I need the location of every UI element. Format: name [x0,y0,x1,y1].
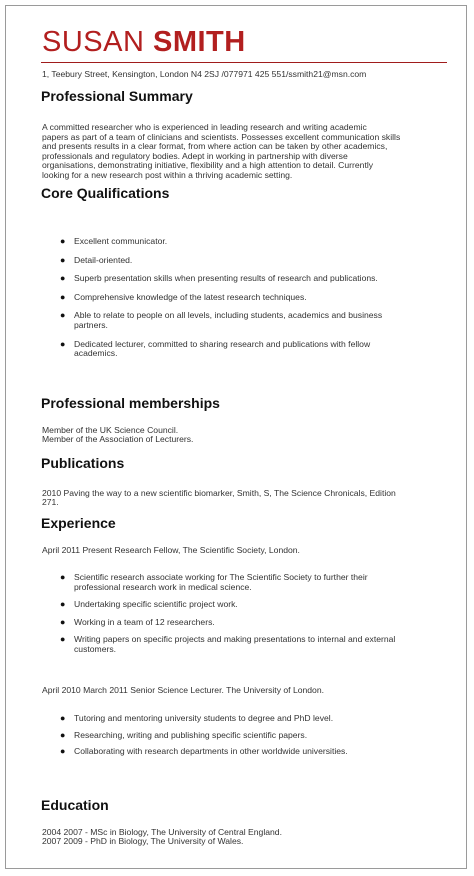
job-heading: April 2011 Present Research Fellow, The Scientific Society, London. [42,545,300,555]
publications-heading: Publications [41,455,125,471]
header-rule [41,62,447,63]
publication-line: 2010 Paving the way to a new scientific biomarker, Smith, S, The Science Chronicals, Edition [42,488,396,498]
memberships-heading: Professional memberships [41,395,220,411]
qualifications-heading: Core Qualifications [41,185,170,201]
list-item: ● Scientific research associate working for The Scientific Society to further their professional research work in medical science. [60,572,368,592]
contact-details: 1, Teebury Street, Kensington, London N4 2SJ /077971 425 551/ssmith21@msn.com [42,69,367,79]
summary-line: looking for a new research post within a thriving academic setting. [42,169,293,180]
list-item: ● Able to relate to people on all levels, including students, academics and business partners. [60,310,383,330]
job1-list [58,573,408,655]
list-item: ● Comprehensive knowledge of the latest research techniques. [60,291,307,302]
job-heading: April 2010 March 2011 Senior Science Lecturer. The University of London. [42,685,325,695]
publication-line: 271. [42,497,59,507]
summary-heading: Professional Summary [41,88,193,104]
membership-line: Member of the Association of Lecturers. [42,434,194,444]
resume-page [5,5,467,869]
job2-list [58,714,408,757]
summary-line: professionals and regulatory bodies. Adept in working in partnership with diverse [42,150,348,161]
list-item: ● Writing papers on specific projects and making presentations to internal and external customers. [60,634,396,654]
list-item: ● Tutoring and mentoring university students to degree and PhD level. [60,713,334,723]
summary-line: organisations, demonstrating initiative, flexibility and a high attention to detail. Currently [42,160,374,171]
experience-heading: Experience [41,515,116,531]
list-item: ● Collaborating with research departments in other worldwide universities. [60,746,348,757]
qualifications-list [58,237,408,359]
summary-line: and presents results in a clear format, from where action can be taken by other academics, [42,141,388,152]
education-line: 2004 2007 - MSc in Biology, The University of Central England. [42,827,282,837]
education-line: 2007 2009 - PhD in Biology, The University of Wales. [42,836,244,846]
list-item: ● Working in a team of 12 researchers. [60,616,215,627]
list-item: ● Detail-oriented. [60,254,133,265]
summary-line: A committed researcher who is experienced in leading research and writing academic [42,122,367,132]
last-name: SMITH [152,26,246,58]
list-item: ● Excellent communicator. [60,236,168,246]
first-name: SUSAN [42,26,145,58]
education-heading: Education [41,797,109,813]
list-item: ● Researching, writing and publishing specific scientific papers. [60,729,308,740]
summary-line: papers as part of a team of clinicians and scientists. Possesses excellent communication skills [42,131,401,142]
list-item: ● Superb presentation skills when presenting results of research and publications. [60,273,378,284]
summary-text [42,123,412,181]
list-item: ● Undertaking specific scientific project work. [60,599,238,610]
membership-line: Member of the UK Science Council. [42,425,179,435]
list-item: ● Dedicated lecturer, committed to sharing research and publications with fellow academics. [60,338,371,359]
candidate-name [42,28,246,57]
